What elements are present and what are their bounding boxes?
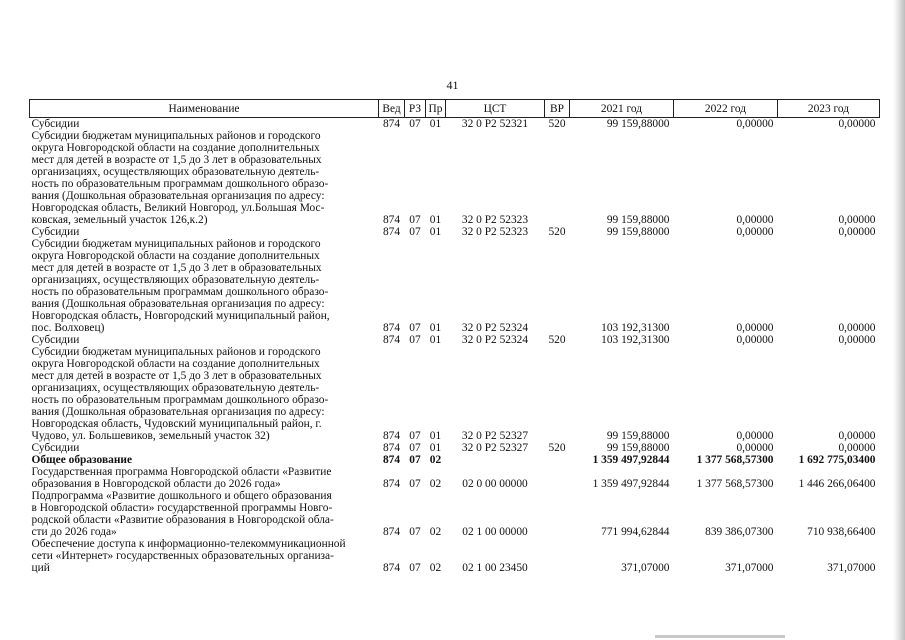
cell-vr: 520 — [548, 118, 566, 130]
cell-ved: 874 — [382, 454, 401, 466]
cell-name: Обеспечение доступа к информационно-телекоммуникационной сети «Интернет» государственных образовательных организа- ций — [31, 538, 346, 574]
header-pr: Пр — [426, 100, 446, 118]
cell-cst — [446, 454, 545, 466]
cell-rz: 07 — [409, 562, 421, 574]
cell-2021: 1 359 497,92844 — [592, 478, 670, 490]
cell-cst: 32 0 Р2 52324 — [461, 322, 529, 334]
cell-pr: 01 — [429, 322, 442, 334]
cell-2022: 1 377 568,57300 — [696, 454, 774, 466]
cell-2022: 0,00000 — [736, 430, 774, 442]
cell-name: Субсидии — [31, 226, 80, 238]
header-ved: Вед — [379, 100, 405, 118]
cell-2021: 99 159,88000 — [606, 442, 670, 454]
cell-rz: 07 — [409, 226, 421, 238]
cell-pr: 01 — [429, 430, 442, 442]
cell-name: Субсидии бюджетам муниципальных районов и городского округа Новгородской области на создание дополнительных мест для детей в возрасте от 1,5 до 3 лет в образовательных организациях, осуществляющих образовательную деятель- ность по образовательным программам дошкольного образо- вания (Дошкольная образовательная организация по адресу: Новгородская область, Великий Новгород, ул.Большая Мос- ковская, земельный участок 126,к.2) — [31, 130, 329, 226]
cell-name: Подпрограмма «Развитие дошкольного и общего образования в Новгородской области» государственной программы Новго- родской области «Развитие образования в Новгородской обла- сти до 2026 года» — [31, 490, 334, 538]
table-row — [30, 226, 880, 238]
cell-2022: 1 377 568,57300 — [696, 478, 774, 490]
cell-rz: 07 — [409, 526, 421, 538]
cell-name: Субсидии бюджетам муниципальных районов и городского округа Новгородской области на создание дополнительных мест для детей в возрасте от 1,5 до 3 лет в образовательных организациях, осуществляющих образовательную деятель- ность по образовательным программам дошкольного образо- вания (Дошкольная образовательная организация по адресу: Новгородская область, Новгородский муниципальный район, пос. Волховец) — [31, 238, 330, 334]
table-body — [30, 118, 880, 575]
cell-ved: 874 — [382, 322, 401, 334]
cell-cst: 02 1 00 00000 — [462, 526, 528, 538]
cell-2022: 0,00000 — [736, 118, 774, 130]
cell-ved: 874 — [382, 226, 401, 238]
table-row — [30, 130, 880, 226]
cell-2023: 0,00000 — [838, 334, 876, 346]
cell-2023: 710 938,66400 — [807, 526, 876, 538]
header-vr: ВР — [545, 100, 570, 118]
cell-cst: 02 0 00 00000 — [462, 478, 528, 490]
table-row — [30, 118, 880, 131]
cell-rz: 07 — [409, 334, 421, 346]
cell-rz: 07 — [409, 118, 421, 130]
table-row — [30, 454, 880, 466]
cell-cst: 32 0 Р2 52327 — [461, 430, 529, 442]
cell-cst: 32 0 Р2 52321 — [461, 118, 529, 130]
cell-name: Субсидии — [31, 118, 80, 130]
cell-2023: 0,00000 — [838, 226, 876, 238]
cell-2021: 103 192,31300 — [601, 334, 670, 346]
cell-2023: 0,00000 — [838, 442, 876, 454]
cell-cst: 32 0 Р2 52323 — [461, 214, 529, 226]
cell-2021: 99 159,88000 — [606, 430, 670, 442]
cell-2023: 371,07000 — [827, 562, 876, 574]
cell-ved: 874 — [382, 334, 401, 346]
cell-2021: 103 192,31300 — [601, 322, 670, 334]
table-row — [30, 466, 880, 490]
cell-2022: 0,00000 — [736, 322, 774, 334]
cell-2022: 0,00000 — [736, 226, 774, 238]
cell-cst: 02 1 00 23450 — [462, 562, 528, 574]
header-cst: ЦСТ — [446, 100, 545, 118]
header-rz: РЗ — [405, 100, 426, 118]
cell-vr: 520 — [548, 226, 566, 238]
cell-rz: 07 — [409, 442, 421, 454]
cell-2021: 99 159,88000 — [606, 226, 670, 238]
cell-ved: 874 — [382, 430, 401, 442]
cell-rz: 07 — [409, 322, 421, 334]
cell-vr — [545, 238, 570, 334]
cell-rz: 07 — [409, 454, 421, 466]
header-2023: 2023 год — [778, 100, 880, 118]
cell-name: Общее образование — [31, 454, 133, 466]
cell-2021: 99 159,88000 — [606, 214, 670, 226]
cell-cst: 32 0 Р2 52324 — [461, 334, 529, 346]
cell-pr: 01 — [429, 334, 442, 346]
cell-rz: 07 — [409, 430, 421, 442]
cell-2022: 0,00000 — [736, 334, 774, 346]
header-2022: 2022 год — [674, 100, 778, 118]
cell-ved: 874 — [382, 214, 401, 226]
table-row — [30, 490, 880, 538]
cell-pr: 01 — [429, 442, 442, 454]
page-number: 41 — [446, 78, 459, 92]
cell-2023: 0,00000 — [838, 118, 876, 130]
cell-ved: 874 — [382, 118, 401, 130]
table-row — [30, 346, 880, 442]
cell-name: Государственная программа Новгородской области «Развитие образования в Новгородской области до 2026 года» — [31, 466, 332, 490]
cell-ved: 874 — [382, 526, 401, 538]
cell-ved: 874 — [382, 442, 401, 454]
table-header — [30, 100, 880, 118]
cell-pr: 02 — [429, 562, 442, 574]
cell-vr — [545, 538, 570, 574]
cell-vr — [545, 490, 570, 538]
cell-2022: 371,07000 — [725, 562, 774, 574]
cell-2021: 771 994,62844 — [601, 526, 670, 538]
cell-name: Субсидии — [31, 442, 80, 454]
cell-pr: 02 — [429, 526, 442, 538]
cell-name: Субсидии бюджетам муниципальных районов и городского округа Новгородской области на создание дополнительных мест для детей в возрасте от 1,5 до 3 лет в образовательных организациях, осуществляющих образовательную деятель- ность по образовательным программам дошкольного образо- вания (Дошкольная образовательная организация по адресу: Новгородская область, Чудовский муниципальный район, г. Чудово, ул. Большевиков, земельный участок 32) — [31, 346, 329, 442]
header-name: Наименование — [30, 100, 379, 118]
cell-2022: 0,00000 — [736, 214, 774, 226]
cell-vr — [545, 454, 570, 466]
cell-rz: 07 — [409, 478, 421, 490]
cell-ved: 874 — [382, 478, 401, 490]
cell-pr: 01 — [429, 214, 442, 226]
cell-pr: 02 — [429, 478, 442, 490]
cell-2021: 99 159,88000 — [606, 118, 670, 130]
cell-2022: 839 386,07300 — [705, 526, 774, 538]
scan-edge-shadow — [893, 0, 905, 640]
table-row — [30, 538, 880, 574]
cell-2023: 0,00000 — [838, 430, 876, 442]
cell-pr: 02 — [429, 454, 442, 466]
cell-ved: 874 — [382, 562, 401, 574]
cell-2021: 1 359 497,92844 — [592, 454, 670, 466]
scan-smudge — [655, 635, 785, 638]
cell-2023: 1 692 775,03400 — [798, 454, 876, 466]
cell-2023: 0,00000 — [838, 322, 876, 334]
table-row — [30, 442, 880, 454]
cell-2023: 0,00000 — [838, 214, 876, 226]
cell-pr: 01 — [429, 226, 442, 238]
cell-2023: 1 446 266,06400 — [798, 478, 876, 490]
cell-name: Субсидии — [31, 334, 80, 346]
cell-pr: 01 — [429, 118, 442, 130]
table-row — [30, 238, 880, 334]
header-2021: 2021 год — [570, 100, 674, 118]
cell-vr: 520 — [548, 334, 566, 346]
cell-2021: 371,07000 — [621, 562, 670, 574]
table-row — [30, 334, 880, 346]
cell-vr — [545, 466, 570, 490]
cell-cst: 32 0 Р2 52323 — [461, 226, 529, 238]
cell-vr — [545, 346, 570, 442]
cell-vr — [545, 130, 570, 226]
cell-vr: 520 — [548, 442, 566, 454]
cell-2022: 0,00000 — [736, 442, 774, 454]
cell-cst: 32 0 Р2 52327 — [461, 442, 529, 454]
budget-table — [29, 99, 880, 574]
cell-rz: 07 — [409, 214, 421, 226]
